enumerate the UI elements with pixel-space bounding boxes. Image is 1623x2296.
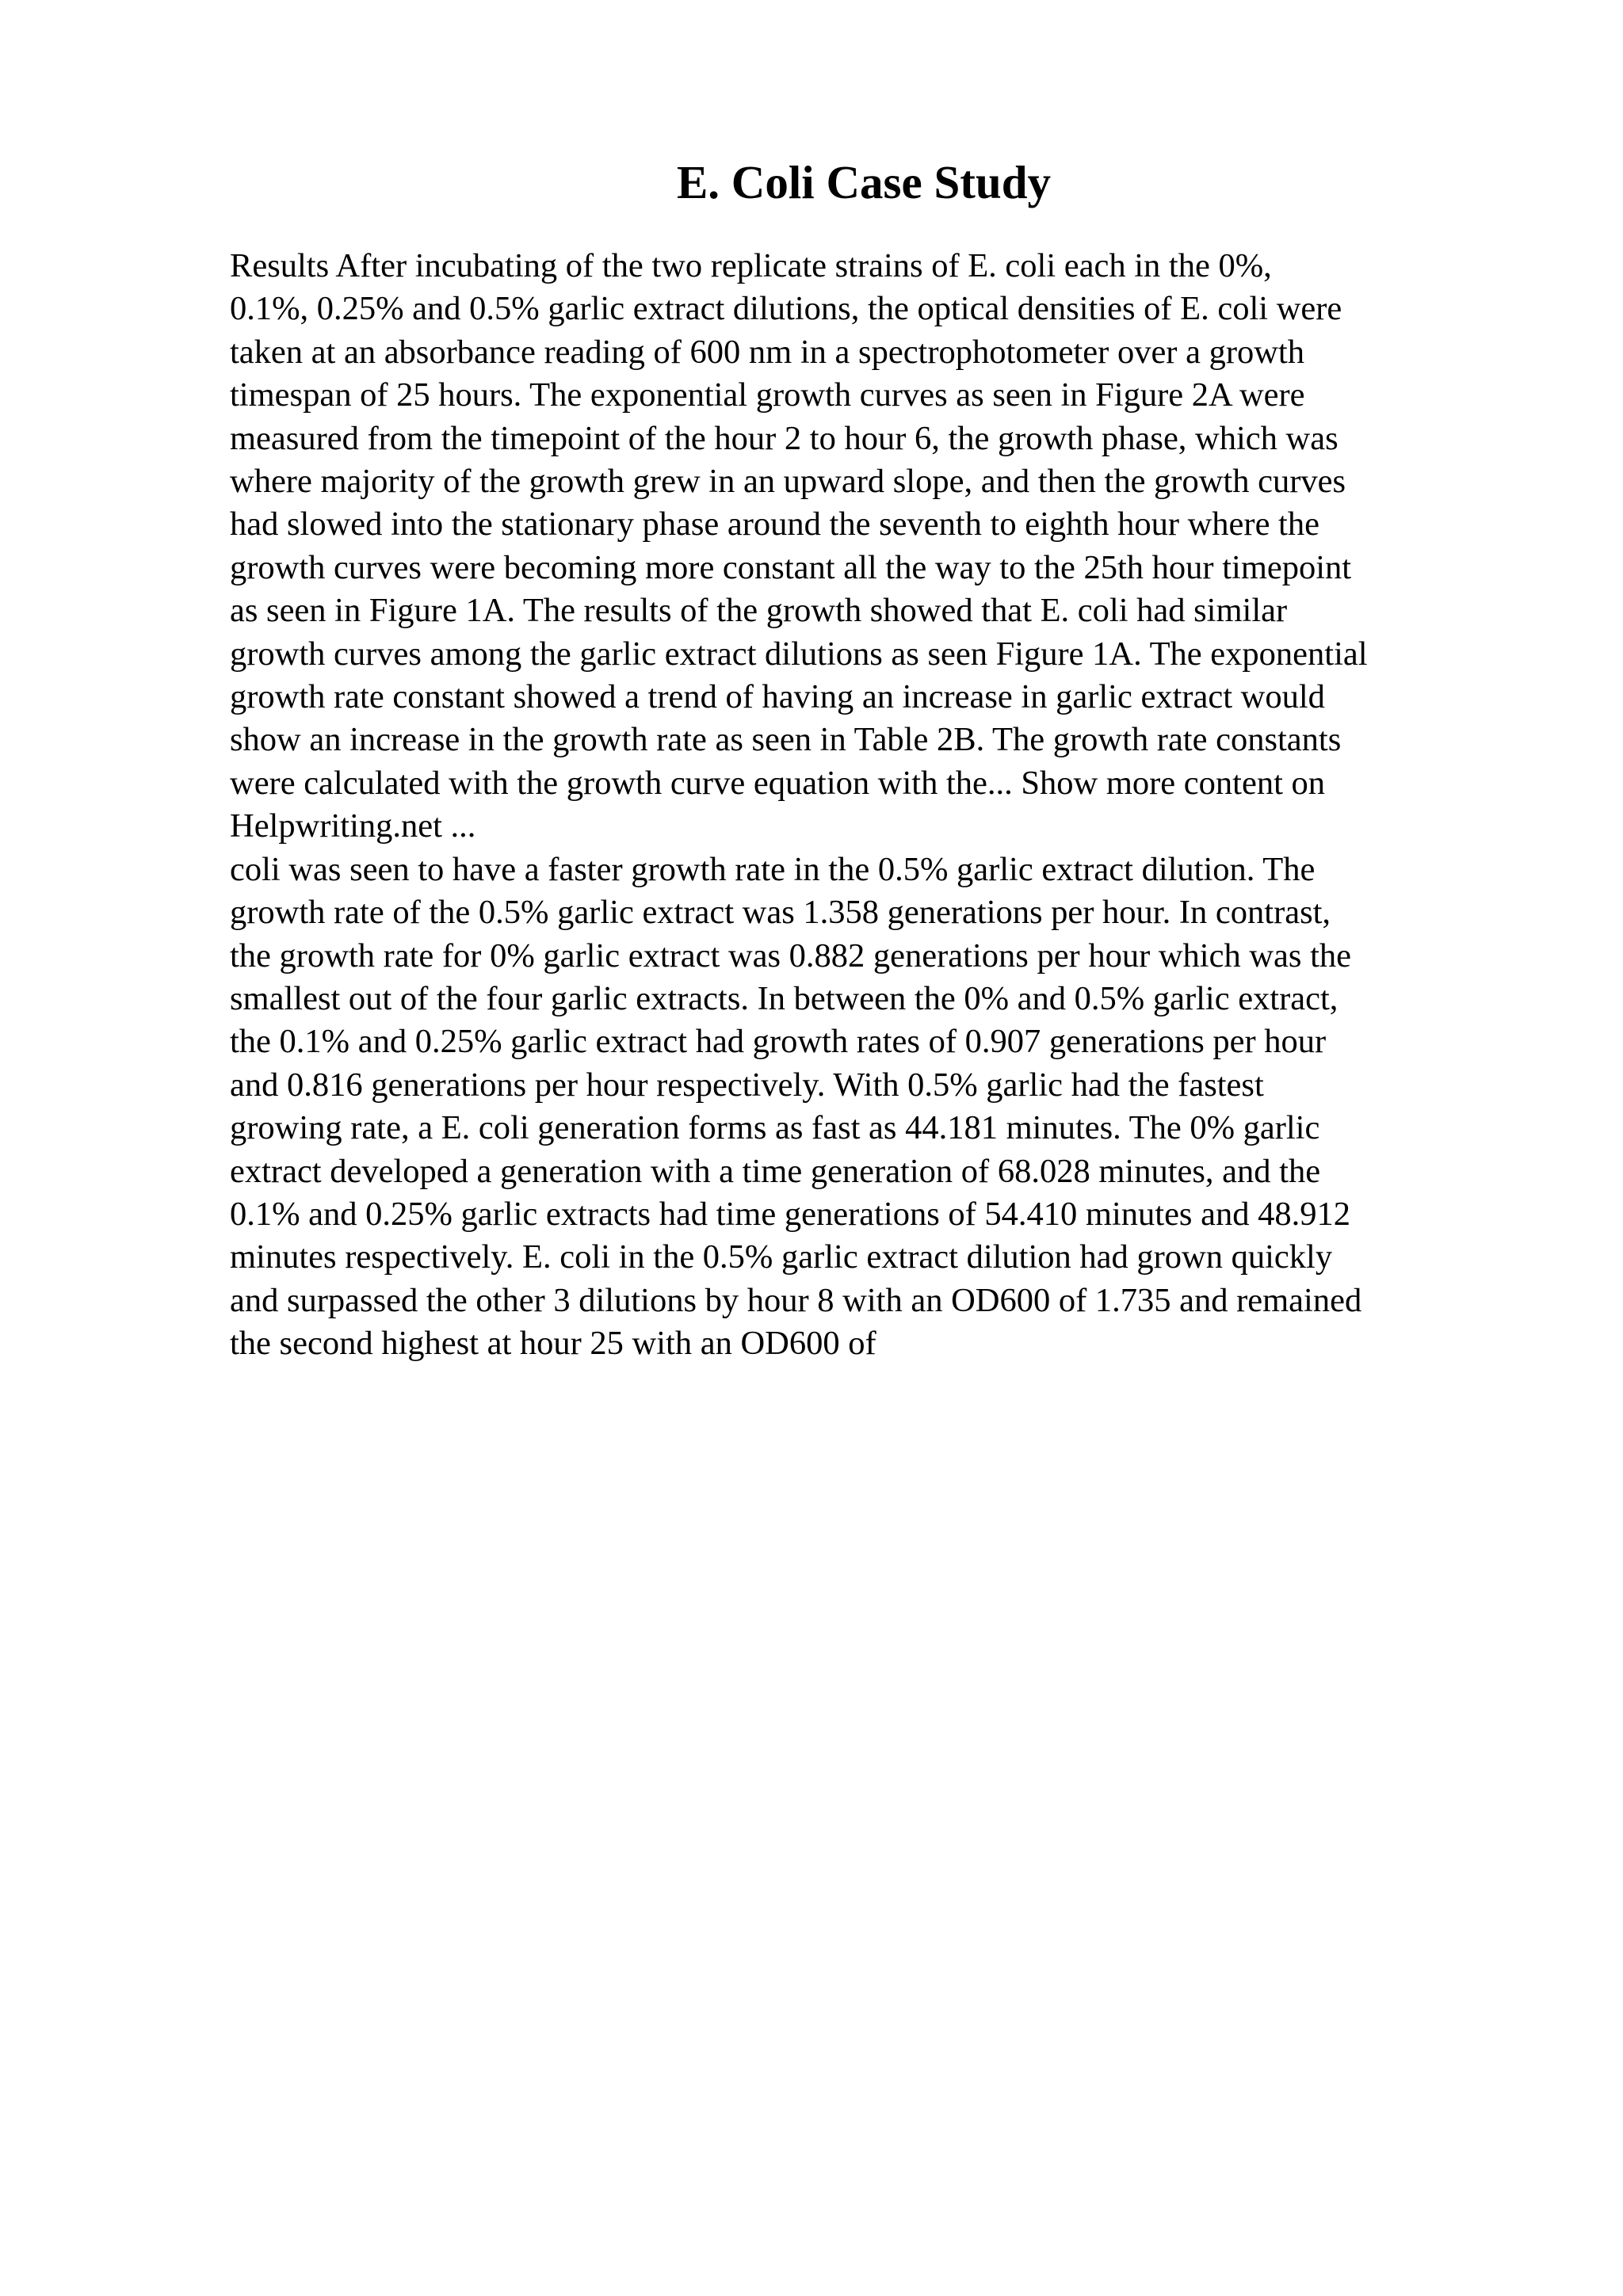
text-line: measured from the timepoint of the hour 2 to hour 6, the growth phase, which was bbox=[230, 419, 1338, 457]
paragraph-results bbox=[230, 245, 1514, 849]
text-line: growth rate of the 0.5% garlic extract was 1.358 generations per hour. In contrast, bbox=[230, 894, 1331, 932]
text-line: 0.1%, 0.25% and 0.5% garlic extract dilutions, the optical densities of E. coli were bbox=[230, 290, 1342, 328]
text-line: smallest out of the four garlic extracts. In between the 0% and 0.5% garlic extract, bbox=[230, 979, 1338, 1017]
text-line: and surpassed the other 3 dilutions by hour 8 with an OD600 of 1.735 and remained bbox=[230, 1281, 1362, 1319]
text-line: the 0.1% and 0.25% garlic extract had growth rates of 0.907 generations per hour bbox=[230, 1023, 1327, 1061]
text-line: 0.1% and 0.25% garlic extracts had time generations of 54.410 minutes and 48.912 bbox=[230, 1195, 1350, 1233]
text-line: taken at an absorbance reading of 600 nm in a spectrophotometer over a growth bbox=[230, 333, 1304, 371]
text-line: had slowed into the stationary phase around the seventh to eighth hour where the bbox=[230, 505, 1319, 543]
text-line: Results After incubating of the two replicate strains of E. coli each in the 0%, bbox=[230, 247, 1272, 284]
paragraph-growth-rates bbox=[230, 849, 1514, 1366]
text-line: the second highest at hour 25 with an OD600 of bbox=[230, 1325, 876, 1363]
text-line: timespan of 25 hours. The exponential growth curves as seen in Figure 2A were bbox=[230, 376, 1305, 414]
document-title: E. Coli Case Study bbox=[676, 156, 1052, 208]
text-line: extract developed a generation with a time generation of 68.028 minutes, and the bbox=[230, 1152, 1321, 1190]
text-line: as seen in Figure 1A. The results of the growth showed that E. coli had similar bbox=[230, 592, 1288, 630]
text-line: minutes respectively. E. coli in the 0.5% garlic extract dilution had grown quickly bbox=[230, 1238, 1333, 1276]
text-line: growth curves among the garlic extract dilutions as seen Figure 1A. The exponential bbox=[230, 635, 1368, 673]
text-line: the growth rate for 0% garlic extract was 0.882 generations per hour which was the bbox=[230, 936, 1351, 974]
text-line: were calculated with the growth curve equation with the... Show more content on bbox=[230, 764, 1326, 802]
text-line: growth curves were becoming more constant all the way to the 25th hour timepoint bbox=[230, 548, 1352, 586]
text-line: where majority of the growth grew in an upward slope, and then the growth curves bbox=[230, 463, 1346, 501]
text-line: growing rate, a E. coli generation forms as fast as 44.181 minutes. The 0% garlic bbox=[230, 1109, 1320, 1147]
text-line: show an increase in the growth rate as seen in Table 2B. The growth rate constants bbox=[230, 721, 1342, 759]
text-line: growth rate constant showed a trend of having an increase in garlic extract would bbox=[230, 678, 1325, 716]
text-line: Helpwriting.net ... bbox=[230, 807, 476, 845]
document-body bbox=[230, 245, 1514, 1366]
text-line: and 0.816 generations per hour respectively. With 0.5% garlic had the fastest bbox=[230, 1066, 1264, 1104]
text-line: coli was seen to have a faster growth rate in the 0.5% garlic extract dilution. The bbox=[230, 850, 1316, 888]
